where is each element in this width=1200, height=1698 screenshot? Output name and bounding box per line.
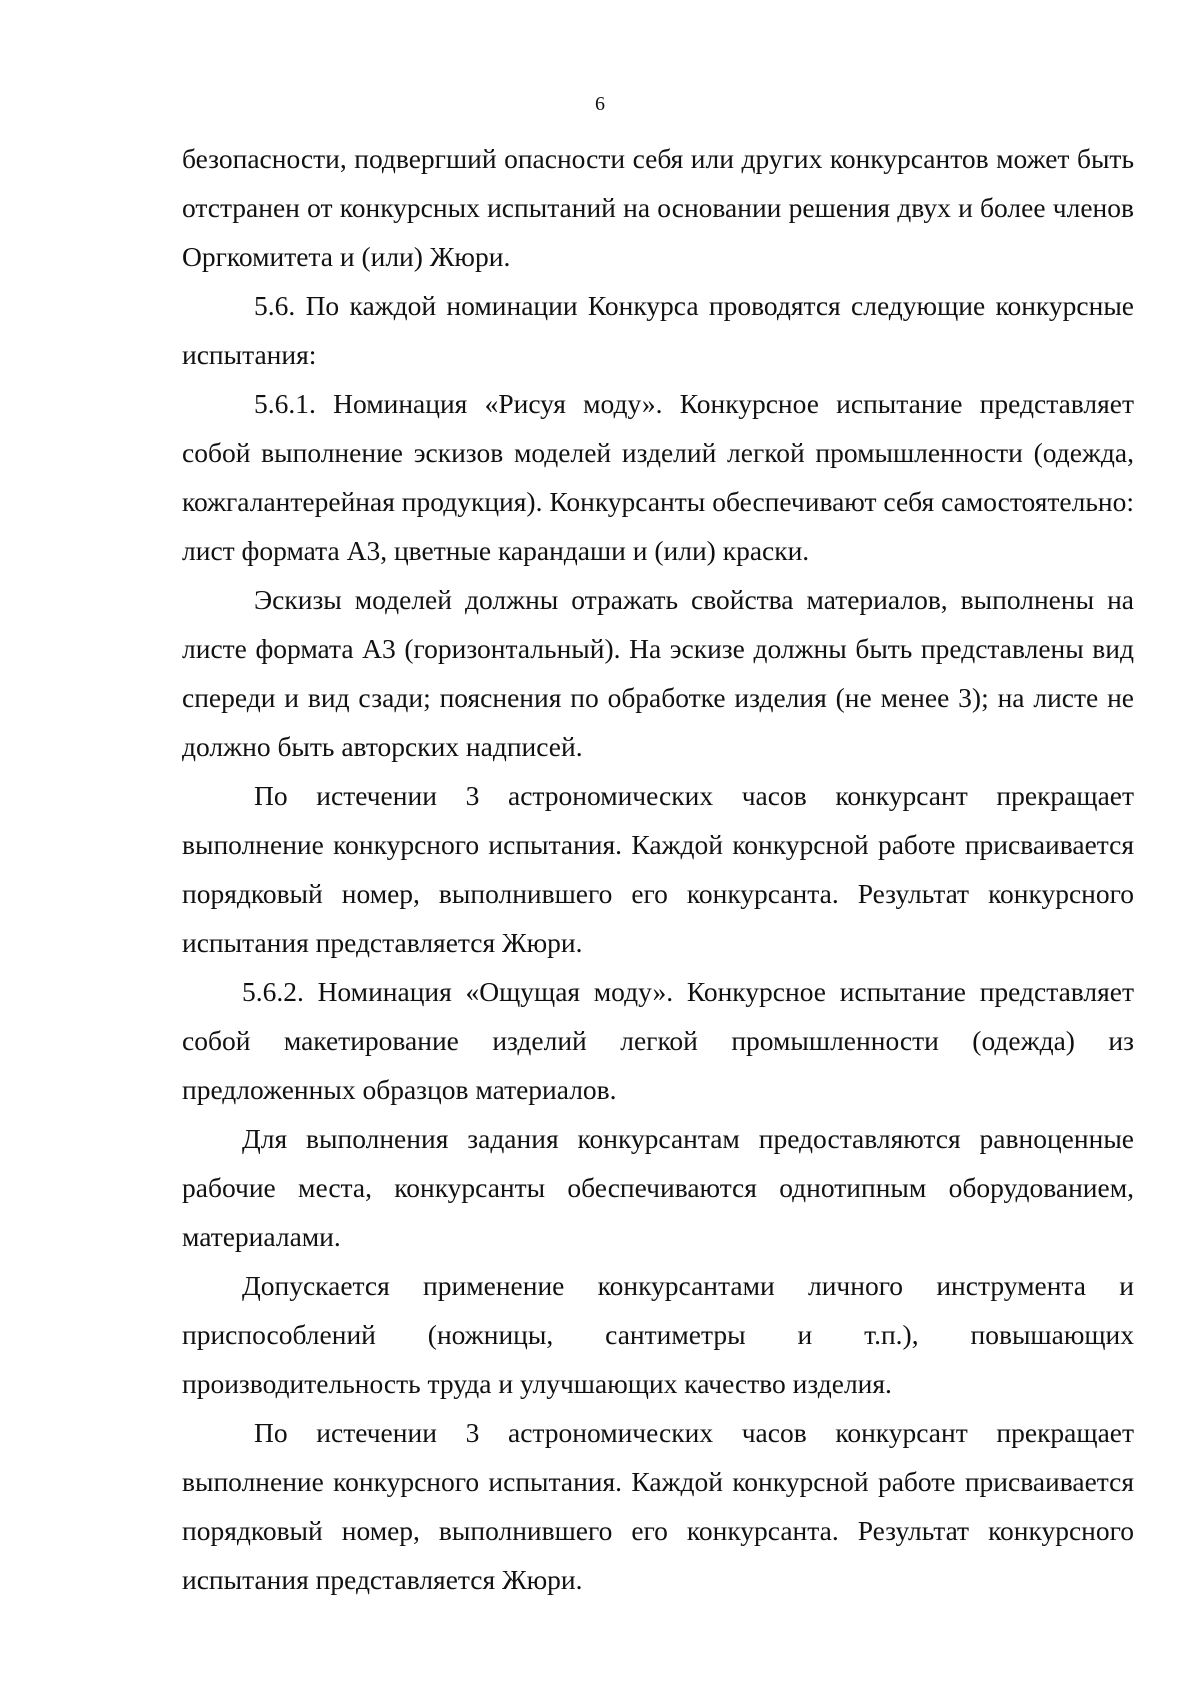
paragraph-time-limit-1: По истечении 3 астрономических часов конкурсант прекращает выполнение конкурсного испытания. Каждой конкурсной работе присваивается порядковый номер, выполнившего его конкурсанта. Результат конкурсного испытания представляется Жюри. [182, 780, 1134, 958]
paragraph-sketch-requirements: Эскизы моделей должны отражать свойства материалов, выполнены на листе формата А3 (горизонтальный). На эскизе должны быть представлены вид спереди и вид сзади; пояснения по обработке изделия (не менее 3); на листе не должно быть авторских надписей. [182, 584, 1134, 762]
paragraph-time-limit-2: По истечении 3 астрономических часов конкурсант прекращает выполнение конкурсного испытания. Каждой конкурсной работе присваивается порядковый номер, выполнившего его конкурсанта. Результат конкурсного испытания представляется Жюри. [182, 1417, 1134, 1595]
paragraph-5-6: 5.6. По каждой номинации Конкурса проводятся следующие конкурсные испытания: [182, 290, 1134, 370]
paragraph-tools: Допускается применение конкурсантами личного инструмента и приспособлений (ножницы, сантиметры и т.п.), повышающих производительность труда и улучшающих качество изделия. [182, 1270, 1134, 1399]
paragraph-workplaces: Для выполнения задания конкурсантам предоставляются равноценные рабочие места, конкурсанты обеспечиваются однотипным оборудованием, материалами. [182, 1123, 1134, 1252]
page-number: 6 [595, 93, 605, 115]
paragraph-continuation: безопасности, подвергший опасности себя или других конкурсантов может быть отстранен от конкурсных испытаний на основании решения двух и более членов Оргкомитета и (или) Жюри. [182, 143, 1134, 272]
paragraph-5-6-2: 5.6.2. Номинация «Ощущая моду». Конкурсное испытание представляет собой макетирование изделий легкой промышленности (одежда) из предложенных образцов материалов. [182, 976, 1134, 1105]
paragraph-5-6-1: 5.6.1. Номинация «Рисуя моду». Конкурсное испытание представляет собой выполнение эскизов моделей изделий легкой промышленности (одежда, кожгалантерейная продукция). Конкурсанты обеспечивают себя самостоятельно: лист формата А3, цветные карандаши и (или) краски. [182, 388, 1134, 566]
document-body [182, 134, 1134, 1604]
